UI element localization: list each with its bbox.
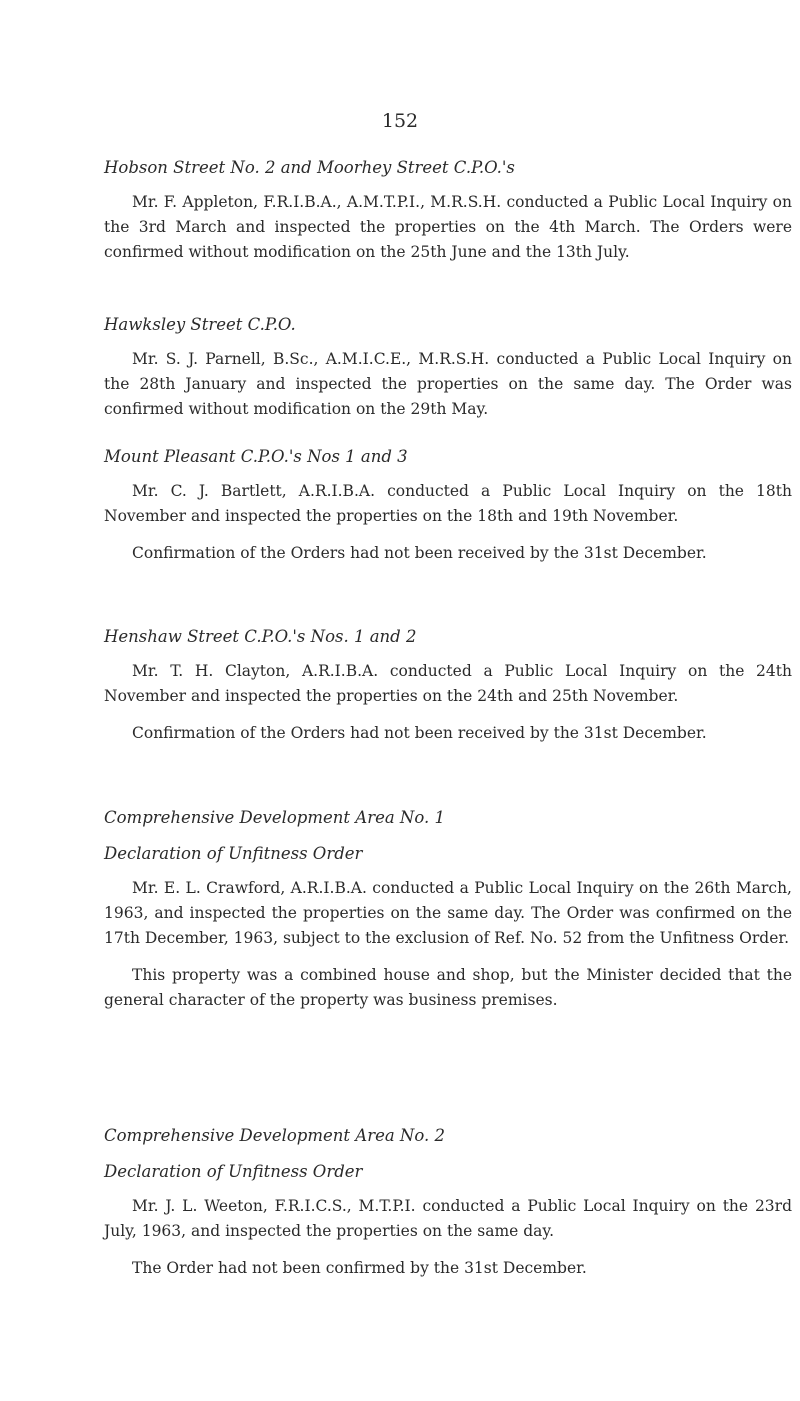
section-paragraph: Mr. S. J. Parnell, B.Sc., A.M.I.C.E., M.R.S.H. conducted a Public Local Inquiry on the 28th January and inspected the properties on the same day. The Order was confirmed without modification on the 29th May.	[104, 350, 792, 418]
section-paragraph: Mr. C. J. Bartlett, A.R.I.B.A. conducted a Public Local Inquiry on the 18th November and inspected the properties on the 18th and 19th November.	[104, 482, 792, 525]
section-cda-no-2	[104, 1122, 792, 1281]
section-heading: Comprehensive Development Area No. 2	[104, 1126, 445, 1145]
section-paragraph: Confirmation of the Orders had not been received by the 31st December.	[132, 544, 707, 562]
section-cda-no-1	[104, 804, 792, 1013]
section-paragraph: Mr. F. Appleton, F.R.I.B.A., A.M.T.P.I., M.R.S.H. conducted a Public Local Inquiry on the 3rd March and inspected the properties on the 4th March. The Orders were confirmed without modification on the 25th June and the 13th July.	[104, 193, 792, 261]
page-number: 152	[381, 110, 419, 132]
section-paragraph: Mr. J. L. Weeton, F.R.I.C.S., M.T.P.I. conducted a Public Local Inquiry on the 23rd July, 1963, and inspected the properties on the same day.	[104, 1197, 792, 1240]
section-paragraph: This property was a combined house and shop, but the Minister decided that the general character of the property was business premises.	[104, 966, 792, 1009]
section-heading: Mount Pleasant C.P.O.'s Nos 1 and 3	[104, 447, 408, 466]
section-heading: Hobson Street No. 2 and Moorhey Street C.P.O.'s	[104, 158, 515, 177]
section-paragraph: The Order had not been confirmed by the 31st December.	[132, 1259, 587, 1277]
section-paragraph: Mr. T. H. Clayton, A.R.I.B.A. conducted a Public Local Inquiry on the 24th November and inspected the properties on the 24th and 25th November.	[104, 662, 792, 705]
section-subheading: Declaration of Unfitness Order	[104, 844, 363, 863]
section-mount-pleasant	[104, 443, 792, 566]
section-subheading: Declaration of Unfitness Order	[104, 1162, 363, 1181]
section-paragraph: Mr. E. L. Crawford, A.R.I.B.A. conducted a Public Local Inquiry on the 26th March, 1963, and inspected the properties on the same day. The Order was confirmed on the 17th December, 1963, subject to the exclusion of Ref. No. 52 from the Unfitness Order.	[104, 879, 792, 947]
section-heading: Henshaw Street C.P.O.'s Nos. 1 and 2	[104, 627, 417, 646]
section-heading: Hawksley Street C.P.O.	[104, 315, 296, 334]
section-paragraph: Confirmation of the Orders had not been received by the 31st December.	[132, 724, 707, 742]
section-heading: Comprehensive Development Area No. 1	[104, 808, 445, 827]
section-henshaw-street	[104, 623, 792, 746]
section-hawksley-street	[104, 311, 792, 422]
section-hobson-street	[104, 154, 792, 265]
